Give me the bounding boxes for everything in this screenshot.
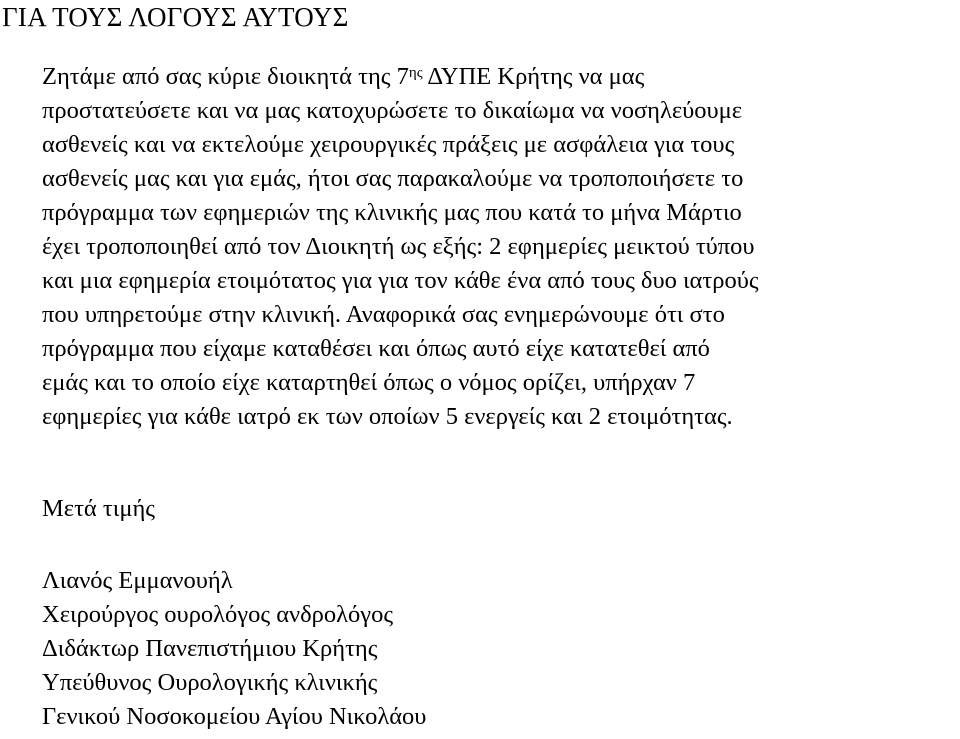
letter-body <box>42 60 954 434</box>
body-line: και μια εφημερία ετοιμότατος για για τον κάθε ένα από τους δυο ιατρούς <box>42 267 759 294</box>
body-line <box>42 60 954 94</box>
signature-block <box>42 564 426 734</box>
ordinal-superscript: ης <box>408 65 423 81</box>
signature-name: Λιανός Εμμανουήλ <box>42 567 233 594</box>
closing-salutation: Μετά τιμής <box>42 495 155 522</box>
body-line: εμάς και το οποίο είχε καταρτηθεί όπως ο νόμος ορίζει, υπήρχαν 7 <box>42 369 696 396</box>
body-line: εφημερίες για κάθε ιατρό εκ των οποίων 5 ενεργείς και 2 ετοιμότητας. <box>42 403 733 430</box>
document-heading: ΓΙΑ ΤΟΥΣ ΛΟΓΟΥΣ ΑΥΤΟΥΣ <box>2 2 349 32</box>
body-line: ασθενείς και να εκτελούμε χειρουργικές πράξεις με ασφάλεια για τους <box>42 131 735 158</box>
signature-title: Χειρούργος ουρολόγος ανδρολόγος <box>42 601 394 628</box>
signature-role: Υπεύθυνος Ουρολογικής κλινικής <box>42 669 378 696</box>
signature-institution: Γενικού Νοσοκομείου Αγίου Νικολάου <box>42 703 427 730</box>
body-line-text: Ζητάμε από σας κύριε διοικητά της 7 <box>42 63 409 90</box>
body-line: έχει τροποποιηθεί από τον Διοικητή ως εξής: 2 εφημερίες μεικτού τύπου <box>42 233 755 260</box>
body-line: πρόγραμμα των εφημεριών της κλινικής μας που κατά το μήνα Μάρτιο <box>42 199 742 226</box>
body-line: που υπηρετούμε στην κλινική. Αναφορικά σας ενημερώνουμε ότι στο <box>42 301 725 328</box>
body-line-text: ΔΥΠΕ Κρήτης να μας <box>422 63 645 90</box>
body-line: ασθενείς μας και για εμάς, ήτοι σας παρακαλούμε να τροποποιήσετε το <box>42 165 744 192</box>
body-line: προστατεύσετε και να μας κατοχυρώσετε το δικαίωμα να νοσηλεύουμε <box>42 97 743 124</box>
signature-degree: Διδάκτωρ Πανεπιστήμιου Κρήτης <box>42 635 378 662</box>
body-line: πρόγραμμα που είχαμε καταθέσει και όπως αυτό είχε κατατεθεί από <box>42 335 710 362</box>
